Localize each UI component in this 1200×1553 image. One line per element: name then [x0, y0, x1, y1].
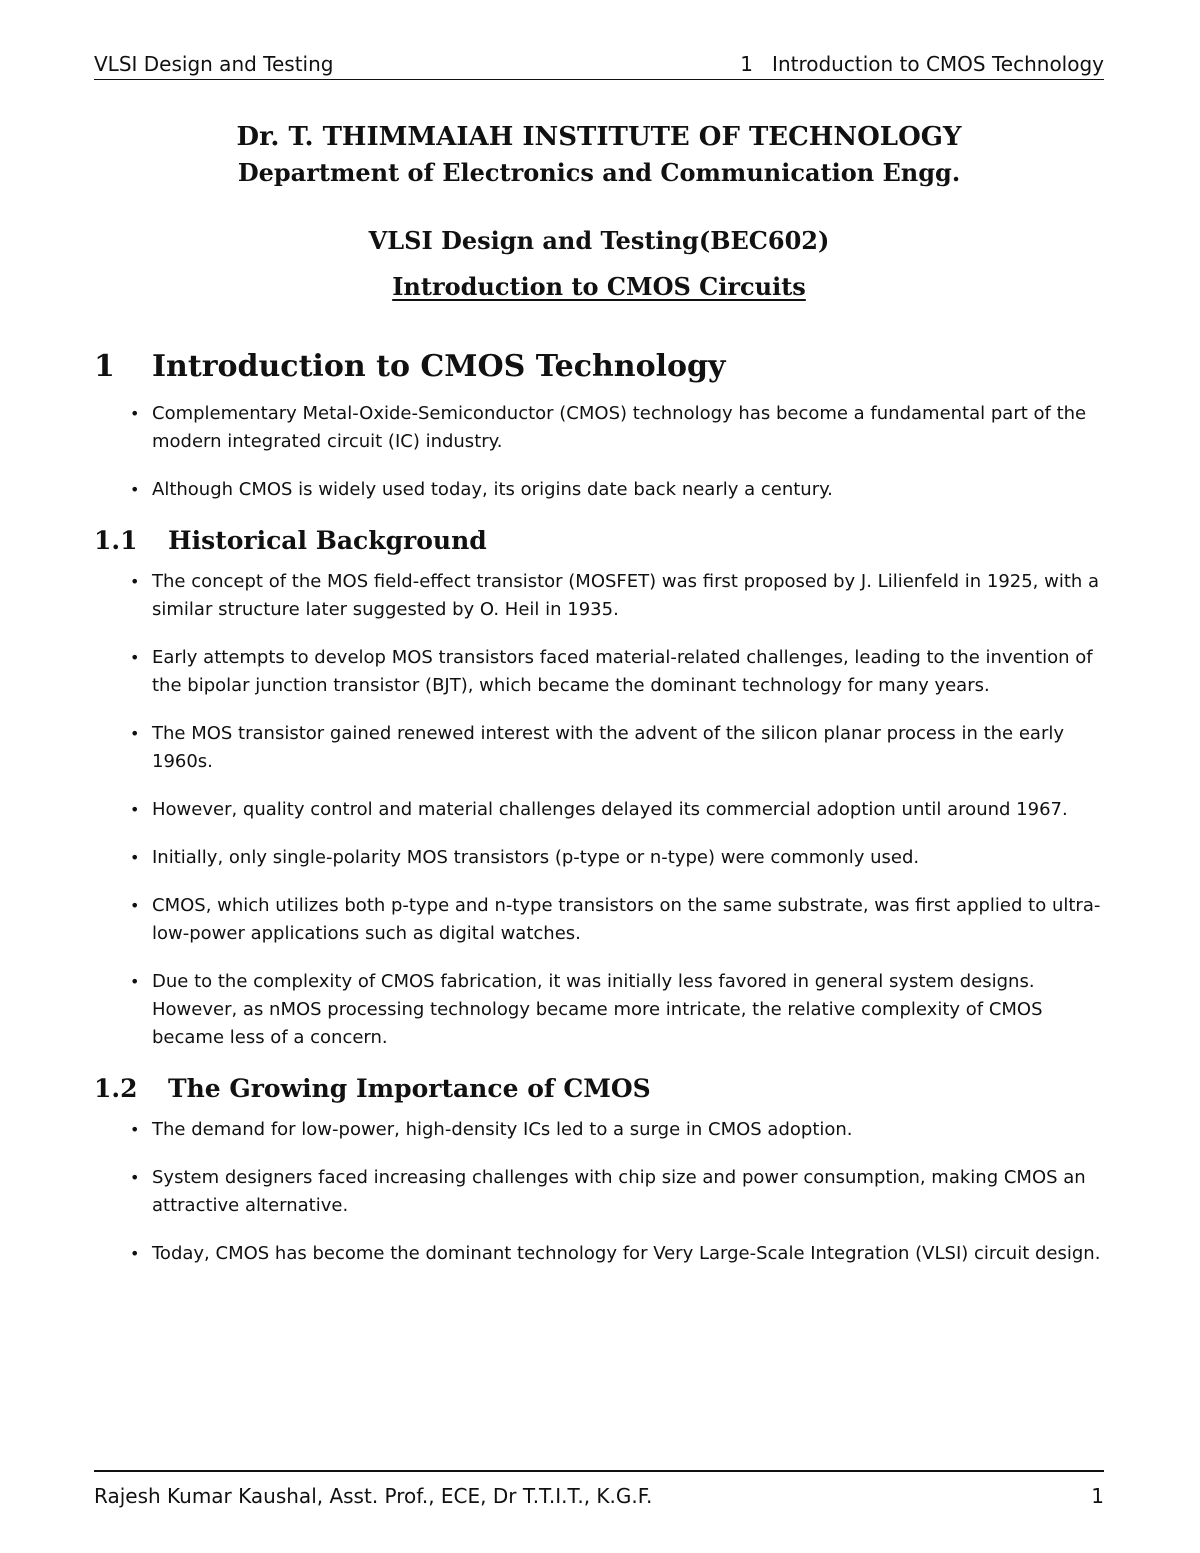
- section-number: 1: [94, 349, 115, 384]
- bullet-text: The MOS transistor gained renewed interest with the advent of the silicon planar process in the early 1960s.: [152, 723, 1065, 772]
- bullet-icon: •: [130, 572, 140, 591]
- bullet-item: [94, 892, 1104, 948]
- subsection-title: Historical Background: [168, 526, 487, 555]
- bullet-text: Although CMOS is widely used today, its origins date back nearly a century.: [152, 479, 833, 500]
- bullet-item: [94, 400, 1104, 456]
- bullet-text: Complementary Metal-Oxide-Semiconductor (CMOS) technology has become a fundamental part of the modern integrated circuit (IC) industry.: [152, 403, 1087, 452]
- bullet-text: Today, CMOS has become the dominant technology for Very Large-Scale Integration (VLSI) circuit design.: [152, 1243, 1101, 1264]
- document-subtitle-text: Introduction to CMOS Circuits: [392, 272, 806, 301]
- running-header: [94, 50, 1104, 78]
- bullet-item: [94, 1164, 1104, 1220]
- running-header-right: 1 Introduction to CMOS Technology: [740, 52, 1104, 76]
- subsection-number: 1.2: [94, 1074, 138, 1103]
- bullet-icon: •: [130, 724, 140, 743]
- bullet-text: CMOS, which utilizes both p-type and n-type transistors on the same substrate, was first applied to ultra-low-power applications such as digital watches.: [152, 895, 1101, 944]
- course-title: VLSI Design and Testing(BEC602): [368, 226, 830, 255]
- header-rule: [94, 79, 1104, 80]
- bullet-icon: •: [130, 848, 140, 867]
- subsection-number: 1.1: [94, 526, 138, 555]
- running-header-left: VLSI Design and Testing: [94, 52, 334, 76]
- document-subtitle: [94, 270, 1104, 304]
- bullet-icon: •: [130, 480, 140, 499]
- main-content: [94, 346, 1104, 1288]
- bullet-item: [94, 568, 1104, 624]
- bullet-item: [94, 476, 1104, 504]
- bullet-text: The demand for low-power, high-density ICs led to a surge in CMOS adoption.: [152, 1119, 853, 1140]
- institute-name: Dr. T. THIMMAIAH INSTITUTE OF TECHNOLOGY: [236, 122, 962, 152]
- bullet-icon: •: [130, 404, 140, 423]
- bullet-item: [94, 720, 1104, 776]
- title-block: [94, 118, 1104, 304]
- bullet-item: [94, 968, 1104, 1052]
- bullet-icon: •: [130, 800, 140, 819]
- department-name: Department of Electronics and Communication Engg.: [237, 158, 961, 187]
- bullet-item: [94, 1116, 1104, 1144]
- bullet-text: Due to the complexity of CMOS fabrication, it was initially less favored in general system designs. However, as nMOS processing technology became more intricate, the relative complexity of CMOS became less of a concern.: [152, 971, 1043, 1048]
- bullet-item: [94, 644, 1104, 700]
- subsection-heading-1-1: [94, 524, 1104, 558]
- bullet-icon: •: [130, 648, 140, 667]
- bullet-item: [94, 796, 1104, 824]
- bullet-text: However, quality control and material challenges delayed its commercial adoption until around 1967.: [152, 799, 1068, 820]
- subsection-1-1-bullet-list: [94, 568, 1104, 1052]
- bullet-text: System designers faced increasing challenges with chip size and power consumption, making CMOS an attractive alternative.: [152, 1167, 1086, 1216]
- footer-rule: [94, 1470, 1104, 1472]
- bullet-icon: •: [130, 1168, 140, 1187]
- footer-author: Rajesh Kumar Kaushal, Asst. Prof., ECE, Dr T.T.I.T., K.G.F.: [94, 1484, 653, 1508]
- page-footer: [94, 1481, 1104, 1511]
- subsection-1-2-bullet-list: [94, 1116, 1104, 1268]
- bullet-icon: •: [130, 972, 140, 991]
- bullet-icon: •: [130, 896, 140, 915]
- bullet-text: Early attempts to develop MOS transistors faced material-related challenges, leading to the invention of the bipolar junction transistor (BJT), which became the dominant technology for many years.: [152, 647, 1093, 696]
- bullet-item: [94, 1240, 1104, 1268]
- section-heading-1: [94, 346, 1104, 388]
- subsection-title: The Growing Importance of CMOS: [168, 1074, 651, 1103]
- bullet-item: [94, 844, 1104, 872]
- bullet-icon: •: [130, 1120, 140, 1139]
- bullet-icon: •: [130, 1244, 140, 1263]
- section-title: Introduction to CMOS Technology: [152, 349, 726, 384]
- bullet-text: Initially, only single-polarity MOS transistors (p-type or n-type) were commonly used.: [152, 847, 920, 868]
- subsection-heading-1-2: [94, 1072, 1104, 1106]
- section-1-bullet-list: [94, 400, 1104, 504]
- bullet-text: The concept of the MOS field-effect transistor (MOSFET) was first proposed by J. Lilienfeld in 1925, with a similar structure later suggested by O. Heil in 1935.: [152, 571, 1100, 620]
- page-number: 1: [1091, 1484, 1104, 1508]
